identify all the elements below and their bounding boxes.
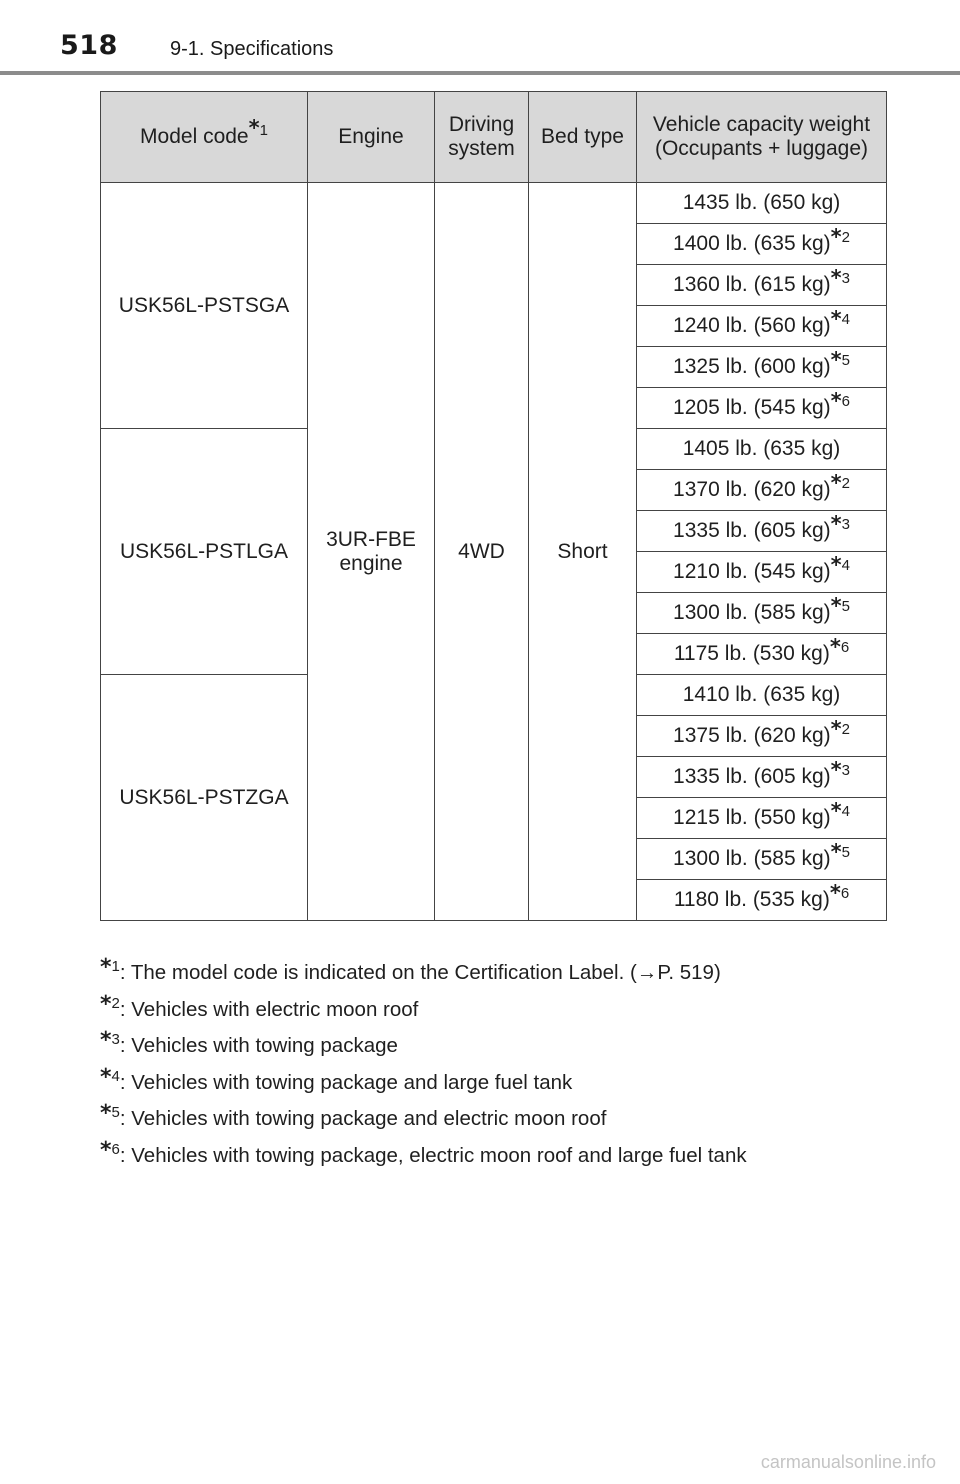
footnote-item [100,991,920,1032]
footnote-ref: 5 [841,352,850,369]
capacity-cell [637,716,887,757]
capacity-cell [637,552,887,593]
footnote-ref: 2 [841,229,850,246]
footnote-item [100,1064,920,1105]
capacity-value: 1400 lb. (635 kg) [673,232,831,255]
capacity-cell [637,224,887,265]
asterisk-icon: * [829,635,841,659]
footnote-text: : Vehicles with towing package and electric moon roof [119,1107,607,1130]
footnote-ref: 6 [840,639,850,656]
capacity-value: 1300 lb. (585 kg) [673,847,831,870]
capacity-cell [637,798,887,839]
specifications-table [100,91,887,921]
capacity-value: 1240 lb. (560 kg) [673,314,831,337]
capacity-cell [637,429,887,470]
capacity-value: 1175 lb. (530 kg) [673,642,830,665]
asterisk-icon: * [100,1064,112,1090]
model-code-cell: USK56L-PSTZGA [101,675,308,921]
header-engine-label: Engine [338,125,404,148]
asterisk-icon: * [830,348,842,372]
capacity-value: 1300 lb. (585 kg) [673,601,831,624]
capacity-cell [637,388,887,429]
asterisk-icon: * [830,553,842,577]
footnote-ref: 2 [841,475,850,492]
footnote-number: 3 [111,1031,120,1049]
header-model-code-label: Model code [140,125,249,148]
footnote-ref: 3 [841,516,850,533]
driving-system-cell: 4WD [435,183,529,921]
asterisk-icon: * [830,512,842,536]
footnote-ref: 3 [841,762,850,779]
footnote-number: 2 [111,994,120,1012]
page-number: 518 [60,30,118,61]
asterisk-icon: * [830,266,842,290]
asterisk-icon: * [830,389,842,413]
footnote-number: 5 [111,1104,120,1122]
header-capacity-label: Vehicle capacity weight (Occupants + luggage) [652,113,871,160]
footnote-text: : Vehicles with electric moon roof [119,997,419,1021]
footnote-ref: 5 [841,844,850,861]
capacity-value: 1405 lb. (635 kg) [682,437,841,460]
footnote-text: : Vehicles with towing package [119,1034,398,1057]
footnote-ref: 2 [841,721,850,738]
footnote-text: : Vehicles with towing package and large fuel tank [119,1070,573,1094]
section-title: 9-1. Specifications [170,38,334,60]
capacity-cell [637,593,887,634]
capacity-value: 1215 lb. (550 kg) [673,806,831,829]
asterisk-icon: * [100,991,112,1017]
capacity-value: 1410 lb. (635 kg) [682,683,841,706]
footnote-ref: 6 [841,393,850,410]
capacity-cell [637,880,887,921]
capacity-cell [637,183,887,224]
footnote-item [100,1028,920,1068]
footnote-ref: 3 [841,270,850,287]
capacity-value: 1325 lb. (600 kg) [673,355,831,378]
footnote-number: 6 [111,1140,120,1158]
capacity-cell [637,757,887,798]
bed-type-cell: Short [529,183,637,921]
header-model-code [101,92,308,183]
page-header [0,0,960,76]
footnote-ref: 5 [841,598,850,615]
capacity-cell [637,306,887,347]
asterisk-icon: * [830,758,842,782]
capacity-cell [637,470,887,511]
asterisk-icon: * [829,881,841,905]
table-row [101,183,887,224]
capacity-cell [637,511,887,552]
capacity-value: 1335 lb. (605 kg) [673,765,831,788]
footnote-number: 1 [111,958,120,976]
footnote-text: : Vehicles with towing package, electric moon roof and large fuel tank [119,1143,747,1167]
footnote-ref: 4 [841,557,850,574]
table-header-row [101,92,887,183]
asterisk-icon: * [100,1101,112,1126]
capacity-cell [637,675,887,716]
asterisk-icon: * [830,594,842,618]
header-bed-type [529,92,637,183]
asterisk-icon: * [830,307,842,331]
asterisk-icon: * [830,840,842,864]
asterisk-icon: * [830,717,842,741]
asterisk-icon: * [100,1137,112,1163]
header-divider [0,71,960,75]
footnote-item [100,1137,920,1178]
header-bed-type-label: Bed type [541,125,624,148]
capacity-cell [637,347,887,388]
capacity-value: 1370 lb. (620 kg) [673,478,831,501]
asterisk-icon: * [100,955,112,980]
footnote-ref: 4 [841,803,850,820]
header-driving-system [435,92,529,183]
capacity-value: 1435 lb. (650 kg) [682,191,841,214]
footnotes [100,955,920,1177]
capacity-value: 1335 lb. (605 kg) [673,519,831,542]
asterisk-icon: * [830,799,842,823]
capacity-value: 1180 lb. (535 kg) [673,888,830,911]
model-code-cell: USK56L-PSTSGA [101,183,308,429]
capacity-cell [637,839,887,880]
asterisk-icon: * [830,471,842,495]
asterisk-icon: * [248,116,260,140]
header-driving-system-label: Driving system [448,113,515,160]
asterisk-icon: * [100,1028,112,1053]
engine-cell: 3UR-FBE engine [308,183,435,921]
footnote-ref: 4 [841,311,850,328]
footnote-ref: 6 [840,885,850,902]
capacity-value: 1210 lb. (545 kg) [673,560,831,583]
capacity-cell [637,634,887,675]
table-body [101,183,887,921]
capacity-cell [637,265,887,306]
model-code-cell: USK56L-PSTLGA [101,429,308,675]
header-capacity [637,92,887,183]
capacity-value: 1360 lb. (615 kg) [673,273,831,296]
asterisk-icon: * [830,225,842,249]
footnote-ref: 1 [259,122,268,139]
capacity-value: 1205 lb. (545 kg) [673,396,831,419]
footnote-text: : The model code is indicated on the Certification Label. (→P. 519) [119,961,721,984]
capacity-value: 1375 lb. (620 kg) [673,724,831,747]
footnote-item [100,955,920,995]
watermark: carmanualsonline.info [760,1452,936,1472]
footnote-item [100,1101,920,1141]
footnote-number: 4 [111,1067,120,1085]
header-engine [308,92,435,183]
